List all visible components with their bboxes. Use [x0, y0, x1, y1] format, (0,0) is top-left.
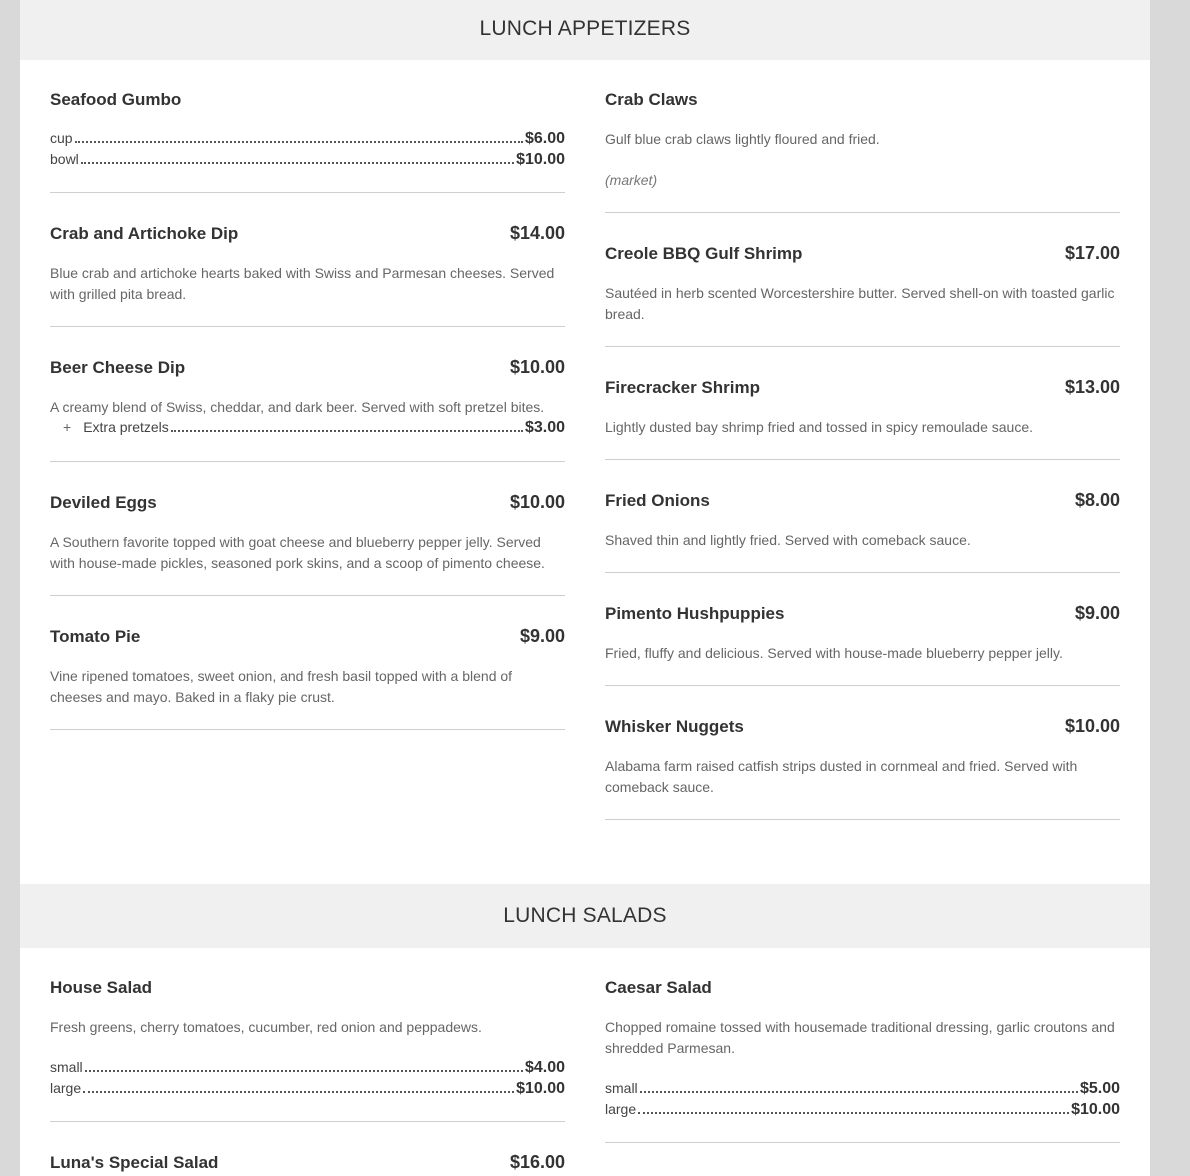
- price-line-large: [50, 1080, 565, 1101]
- price-line-bowl: [50, 151, 565, 172]
- item-description: A creamy blend of Swiss, cheddar, and dark beer. Served with soft pretzel bites.: [50, 399, 545, 415]
- divider: [605, 1142, 1120, 1143]
- menu-item-caesar-salad: [605, 978, 1120, 998]
- item-name: Fried Onions: [605, 491, 710, 510]
- item-name: Pimento Hushpuppies: [605, 604, 785, 623]
- item-price: $9.00: [1074, 603, 1120, 623]
- item-name: Caesar Salad: [605, 978, 712, 997]
- item-description: Shaved thin and lightly fried. Served with comeback sauce.: [605, 532, 971, 548]
- item-price: $8.00: [1074, 490, 1120, 510]
- item-name: Beer Cheese Dip: [50, 358, 186, 377]
- size-price: $10.00: [516, 1080, 565, 1097]
- addon-price: $3.00: [524, 419, 565, 436]
- salads-left-column: [50, 948, 565, 1176]
- menu-item-beer-cheese-dip: [50, 357, 565, 378]
- item-description: Lightly dusted bay shrimp fried and tossed in spicy remoulade sauce.: [605, 419, 1034, 435]
- price-line-small: [50, 1059, 565, 1080]
- menu-page: [20, 0, 1150, 1176]
- item-price: $16.00: [509, 1152, 565, 1172]
- divider: [605, 459, 1120, 460]
- divider: [605, 346, 1120, 347]
- left-column: [50, 0, 565, 884]
- price-line-cup: [50, 130, 565, 151]
- divider: [605, 572, 1120, 573]
- size-label: small: [605, 1080, 638, 1096]
- price-line-small: [605, 1080, 1120, 1101]
- item-description: Vine ripened tomatoes, sweet onion, and fresh basil topped with a blend of cheeses and mayo. Baked in a flaky pie crust.: [50, 668, 513, 705]
- price-line-large: [605, 1101, 1120, 1122]
- size-label: large: [50, 1080, 82, 1096]
- dot-leader: [83, 1090, 514, 1093]
- size-label: large: [605, 1101, 637, 1117]
- item-name: Deviled Eggs: [50, 493, 157, 512]
- dot-leader: [171, 429, 523, 432]
- dot-leader: [85, 1069, 523, 1072]
- item-price: $17.00: [1064, 243, 1120, 263]
- menu-item-crab-claws: [605, 90, 1120, 110]
- item-description: Alabama farm raised catfish strips dusted in cornmeal and fried. Served with comeback sauce.: [605, 758, 1078, 795]
- item-description: Fresh greens, cherry tomatoes, cucumber, red onion and peppadews.: [50, 1019, 482, 1035]
- section-title: LUNCH SALADS: [503, 904, 667, 927]
- dot-leader: [640, 1090, 1078, 1093]
- salads-right-column: [605, 948, 1120, 1176]
- divider: [50, 326, 565, 327]
- section-title: LUNCH APPETIZERS: [479, 17, 691, 40]
- item-description: Chopped romaine tossed with housemade traditional dressing, garlic croutons and shredded Parmesan.: [605, 1019, 1115, 1056]
- section-header-salads: [20, 884, 1150, 948]
- item-name: Crab and Artichoke Dip: [50, 224, 239, 243]
- item-description: Blue crab and artichoke hearts baked with Swiss and Parmesan cheeses. Served with grilled pita bread.: [50, 265, 555, 302]
- item-name: Crab Claws: [605, 90, 698, 109]
- item-price: $10.00: [509, 492, 565, 512]
- addon-extra-pretzels: [50, 419, 565, 440]
- item-name: Creole BBQ Gulf Shrimp: [605, 244, 803, 263]
- menu-item-whisker-nuggets: [605, 716, 1120, 737]
- item-description: Gulf blue crab claws lightly floured and fried.: [605, 131, 880, 147]
- item-price: $9.00: [519, 626, 565, 646]
- menu-item-crab-artichoke-dip: [50, 223, 565, 244]
- menu-item-deviled-eggs: [50, 492, 565, 513]
- right-column: [605, 0, 1120, 884]
- menu-item-lunas-special-salad: [50, 1152, 565, 1173]
- size-price: $10.00: [516, 151, 565, 168]
- item-price: $10.00: [509, 357, 565, 377]
- item-name: House Salad: [50, 978, 153, 997]
- divider: [50, 729, 565, 730]
- item-name: Seafood Gumbo: [50, 90, 182, 109]
- item-description: Fried, fluffy and delicious. Served with house-made blueberry pepper jelly.: [605, 645, 1063, 661]
- plus-icon: +: [63, 419, 72, 435]
- menu-item-tomato-pie: [50, 626, 565, 647]
- dot-leader: [81, 161, 514, 164]
- item-name: Whisker Nuggets: [605, 717, 744, 736]
- menu-item-firecracker-shrimp: [605, 377, 1120, 398]
- addon-label: Extra pretzels: [83, 419, 169, 435]
- divider: [605, 685, 1120, 686]
- size-label: cup: [50, 130, 73, 146]
- item-name: Tomato Pie: [50, 627, 141, 646]
- size-price: $4.00: [524, 1059, 565, 1076]
- menu-item-house-salad: [50, 978, 565, 998]
- divider: [50, 192, 565, 193]
- dot-leader: [75, 140, 523, 143]
- menu-item-seafood-gumbo: [50, 90, 565, 110]
- divider: [50, 1121, 565, 1122]
- menu-item-pimento-hushpuppies: [605, 603, 1120, 624]
- size-label: bowl: [50, 151, 79, 167]
- menu-item-creole-bbq-shrimp: [605, 243, 1120, 264]
- divider: [50, 461, 565, 462]
- item-price: $14.00: [509, 223, 565, 243]
- size-label: small: [50, 1059, 83, 1075]
- item-price: $10.00: [1064, 716, 1120, 736]
- item-price: $13.00: [1064, 377, 1120, 397]
- size-price: $10.00: [1071, 1101, 1120, 1118]
- size-price: $6.00: [524, 130, 565, 147]
- item-description: A Southern favorite topped with goat cheese and blueberry pepper jelly. Served with house-made pickles, seasoned pork skins, and a scoop of pimento cheese.: [50, 534, 545, 571]
- divider: [605, 819, 1120, 820]
- item-name: Luna's Special Salad: [50, 1153, 219, 1172]
- menu-item-fried-onions: [605, 490, 1120, 511]
- item-description: Sautéed in herb scented Worcestershire butter. Served shell-on with toasted garlic bread.: [605, 285, 1115, 322]
- market-price-note: (market): [605, 172, 658, 188]
- size-price: $5.00: [1079, 1080, 1120, 1097]
- dot-leader: [638, 1111, 1069, 1114]
- divider: [605, 212, 1120, 213]
- item-name: Firecracker Shrimp: [605, 378, 760, 397]
- divider: [50, 595, 565, 596]
